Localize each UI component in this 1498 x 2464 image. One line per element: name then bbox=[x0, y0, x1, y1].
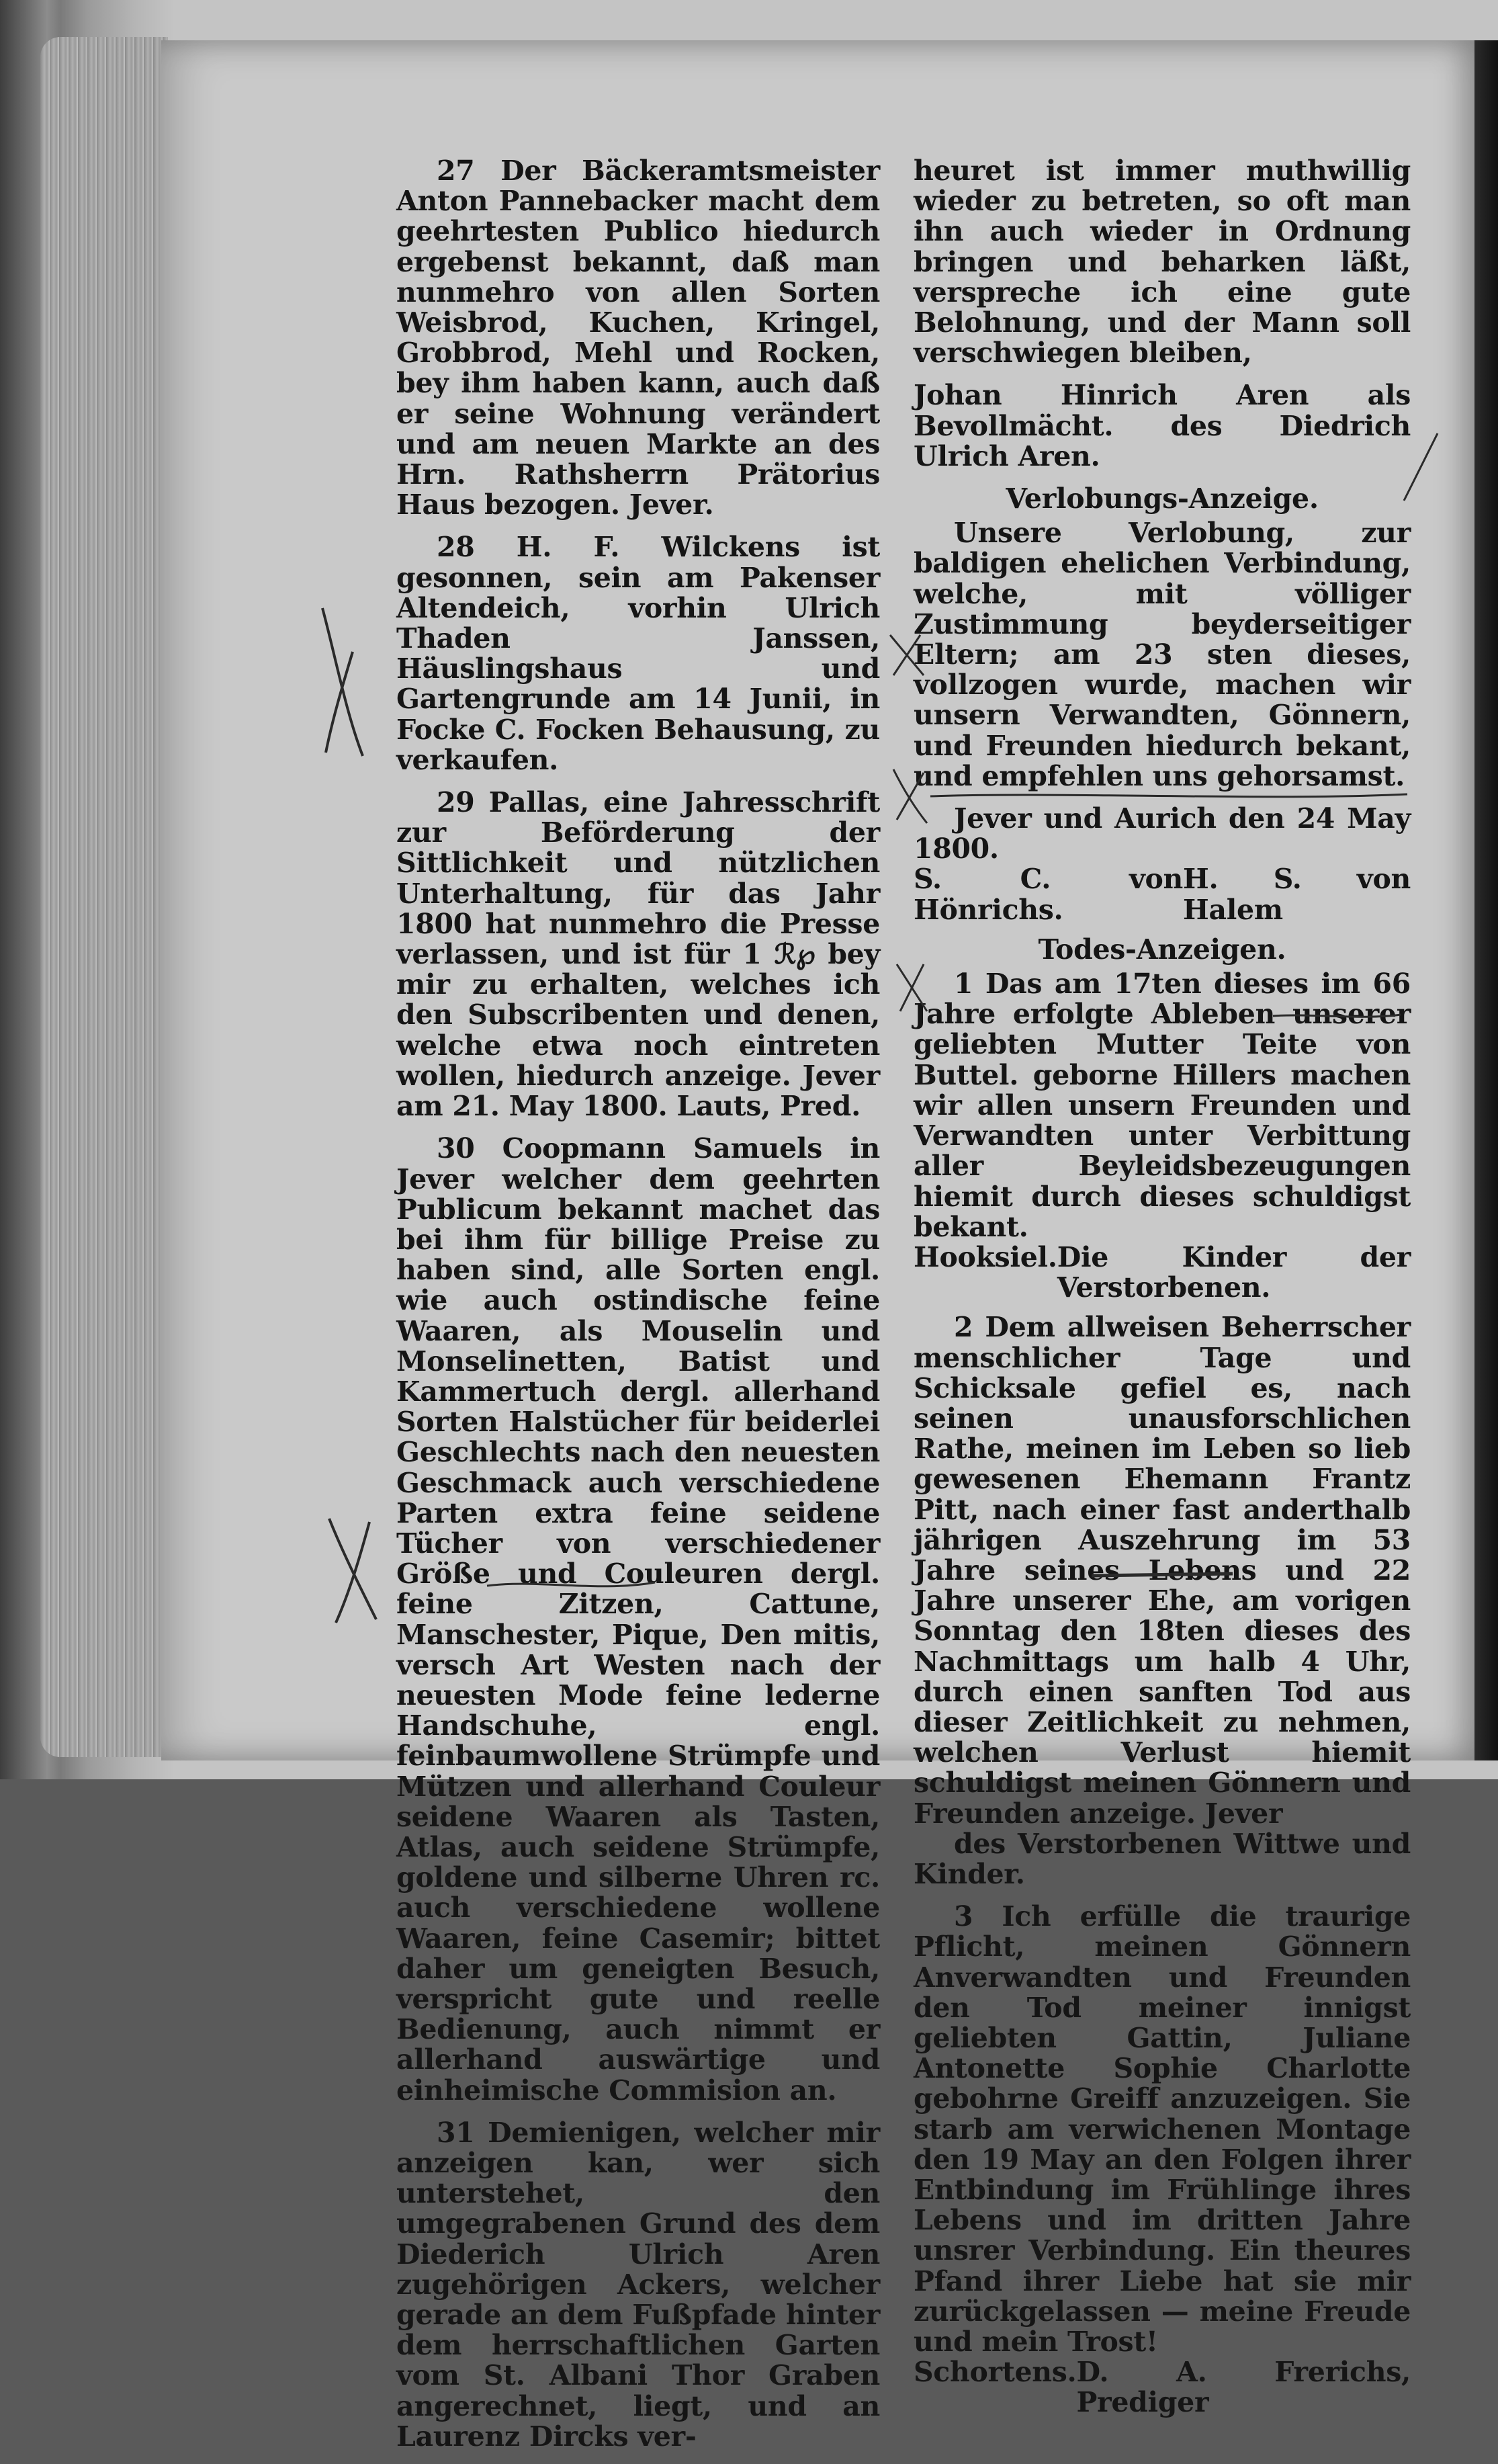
page-edges-stack bbox=[40, 37, 168, 1757]
notice-31: 31 Demienigen, welcher mir anzeigen kan, wer sich unterstehet, den umgegrabenen Grund des dem Diederich Ulrich Aren zugehörigen Ackers, welcher gerade an dem Fußpfade hinter dem herrschaftlichen Garten vom St. Albani Thor Graben angerechnet, liegt, und an Laurenz Dircks ver- bbox=[396, 2116, 880, 2453]
notice-27: 27 Der Bäckeramtsmeister Anton Pannebacker macht dem geehrtesten Publico hiedurch ergebenst bekannt, daß man nunmehro von allen Sorten Weisbrod, Kuchen, Kringel, Grobbrod, Mehl und Rocken, bey ihm haben kann, auch daß er seine Wohnung verändert und am neuen Markte an des Hrn. Rathsherrn Prätorius Haus bezogen. Jever. bbox=[396, 155, 880, 521]
notice-28: 28 H. F. Wilckens ist gesonnen, sein am Pakenser Altendeich, vorhin Ulrich Thaden Janssen, Häuslingshaus und Gartengrunde am 14 Junii, in Focke C. Focken Behausung, zu verkaufen. bbox=[396, 531, 880, 776]
todes-1-signature-line bbox=[914, 1242, 1411, 1303]
heading-verlobung: Verlobungs-Anzeige. bbox=[1006, 482, 1319, 515]
verlobung-signature-left: S. C. von Hönrichs. bbox=[914, 863, 1184, 926]
verlobung-text: Unsere Verlobung, zur baldigen ehelichen Verbindung, welche, mit völliger Zustimmung beyderseitiger Eltern; am 23 sten dieses, vollzogen wurde, machen wir unsern Verwandten, Gönnern, und Freunden hiedurch bekant, und empfehlen uns gehorsamst. bbox=[914, 517, 1411, 792]
notice-30: 30 Coopmann Samuels in Jever welcher dem geehrten Publicum bekannt machet das bei ihm für billige Preise zu haben sind, alle Sorten engl. wie auch ostindische feine Waaren, als Mouselin und Monselinetten, Batist und Kammertuch dergl. allerhand Sorten Halstücher für beiderlei Geschlechts nach den neuesten Geschmack auch verschiedene Parten extra feine seidene Tücher von verschiedener Größe und Couleuren dergl. feine Zitzen, Cattune, Manschester, Pique, Den mitis, versch Art Westen nach der neuesten Mode feine lederne Handschuhe, engl. feinbaumwollene Strümpfe und Mützen und allerhand Couleur seidene Waaren als Tasten, Atlas, auch seidene Strümpfe, goldene und silberne Uhren rc. auch verschiedene wollene Waaren, feine Casemir; bittet daher um geneigten Besuch, verspricht gute und reelle Bedienung, auch nimmt er allerhand auswärtige und einheimische Commision an. bbox=[396, 1132, 880, 2107]
todes-3-signature-line bbox=[914, 2357, 1411, 2418]
todes-3-place: Schortens. bbox=[914, 2356, 1077, 2389]
todes-1-place: Hooksiel. bbox=[914, 1240, 1057, 1273]
notice-29: 29 Pallas, eine Jahresschrift zur Beförderung der Sittlichkeit und nützlichen Unterhaltung, für das Jahr 1800 hat nunmehro die Presse verlassen, und ist für 1 ℛ℘ bey mir zu erhalten, welches ich den Subscribenten und denen, welche etwa noch eintreten wollen, hiedurch anzeige. Jever am 21. May 1800. Lauts, Pred. bbox=[396, 786, 880, 1123]
todes-notice-3: 3 Ich erfülle die traurige Pflicht, meinen Gönnern Anverwandten und Freunden den Tod meiner innigst geliebten Gattin, Juliane Antonette Sophie Charlotte gebohrne Greiff anzuzeigen. Sie starb am verwichenen Montage den 19 May an den Folgen ihrer Entbindung im Frühlinge ihres Lebens und im dritten Jahre unsrer Verbindung. Ein theures Pfand ihrer Liebe hat sie mir zurückgelassen — meine Freude und mein Trost! bbox=[914, 1900, 1411, 2359]
todes-notice-2: 2 Dem allweisen Beherrscher menschlicher Tage und Schicksale gefiel es, nach seinen unausforschlichen Rathe, meinen im Leben so lieb gewesenen Ehemann Frantz Pitt, nach einer fast anderthalb jährigen Auszehrung im 53 Jahre seines Lebens und 22 Jahre unserer Ehe, am vorigen Sonntag den 18ten dieses des Nachmittags um halb 4 Uhr, durch einen sanften Tod aus dieser Zeitlichkeit zu nehmen, welchen Verlust hiemit schuldigst meinen Gönnern und Freunden anzeige. Jever bbox=[914, 1311, 1411, 1830]
verlobung-date: Jever und Aurich den 24 May 1800. bbox=[914, 802, 1411, 865]
verlobung-signatures bbox=[914, 864, 1411, 925]
todes-2-signature: des Verstorbenen Wittwe und Kinder. bbox=[914, 1827, 1411, 1890]
page-right-edge bbox=[1474, 40, 1498, 1760]
right-column bbox=[914, 156, 1411, 2428]
todes-notice-1: 1 Das am 17ten dieses im 66 Jahre erfolgte Ableben unserer geliebten Mutter Teite von Buttel. geborne Hillers machen wir allen unsern Freunden und Verwandten unter Verbittung aller Beyleidsbezeugungen hiemit durch dieses schuldigst bekant. bbox=[914, 968, 1411, 1243]
heading-todes: Todes-Anzeigen. bbox=[1038, 933, 1286, 966]
todes-1-signature: Die Kinder der Verstorbenen. bbox=[1057, 1240, 1411, 1304]
todes-3-signature: D. A. Frerichs, Prediger bbox=[1076, 2356, 1411, 2419]
left-column bbox=[396, 156, 880, 2464]
verlobung-signature-right: H. S. von Halem bbox=[1183, 863, 1411, 926]
notice-31-continuation: heuret ist immer muthwillig wieder zu betreten, so oft man ihn auch wieder in Ordnung bringen und beharken läßt, verspreche ich eine gute Belohnung, und der Mann soll verschwiegen bleiben, bbox=[914, 155, 1411, 370]
notice-31-signature: Johan Hinrich Aren als Bevollmächt. des Diedrich Ulrich Aren. bbox=[914, 379, 1411, 472]
